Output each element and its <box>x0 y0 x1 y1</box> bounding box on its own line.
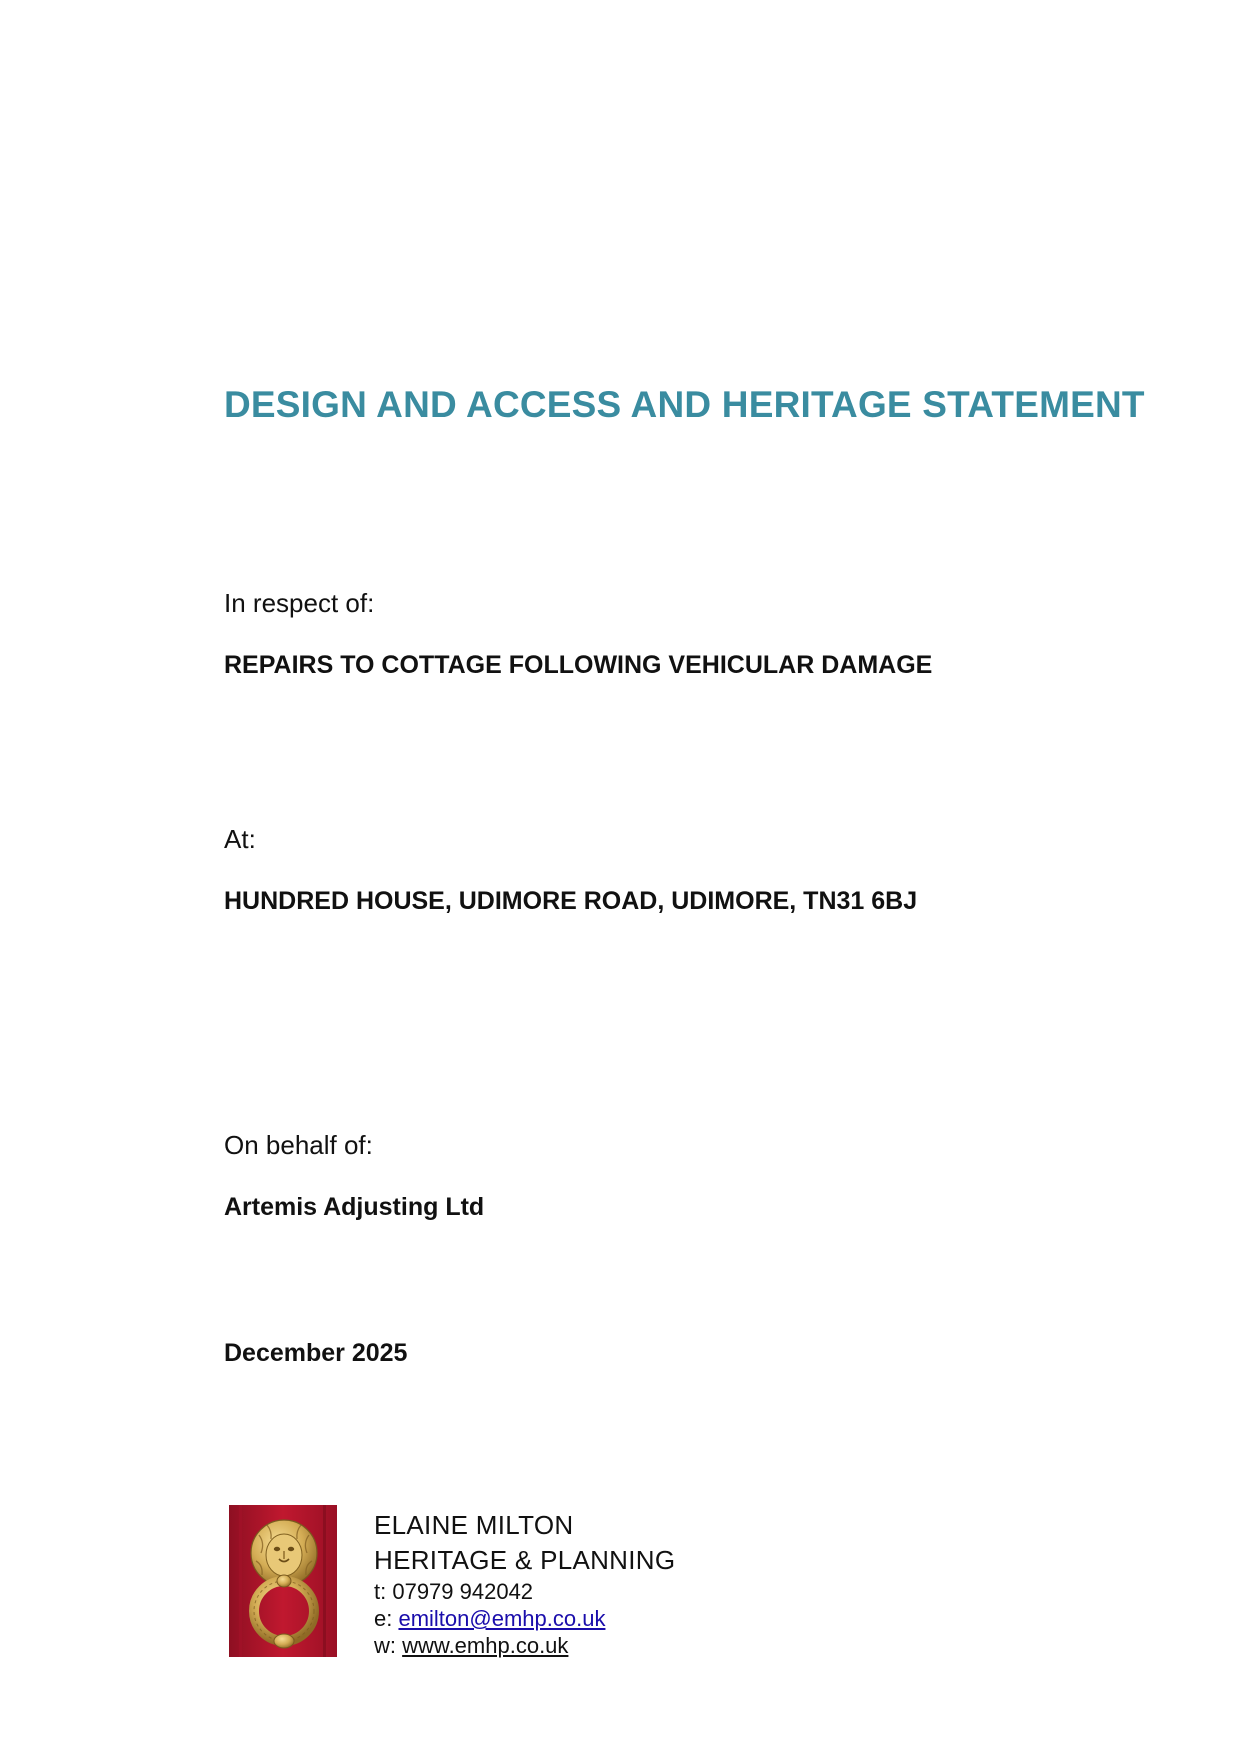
client-name: Artemis Adjusting Ltd <box>224 1193 485 1221</box>
email-line <box>374 1605 854 1632</box>
email-link[interactable]: emilton@emhp.co.uk <box>398 1606 606 1631</box>
works-description: REPAIRS TO COTTAGE FOLLOWING VEHICULAR DAMAGE <box>224 651 933 679</box>
document-title: DESIGN AND ACCESS AND HERITAGE STATEMENT <box>224 384 1145 425</box>
phone-number: 07979 942042 <box>392 1579 534 1604</box>
website-prefix: w: <box>374 1633 403 1658</box>
lion-door-knocker-icon <box>229 1505 337 1657</box>
email-prefix: e: <box>374 1606 399 1631</box>
site-address: HUNDRED HOUSE, UDIMORE ROAD, UDIMORE, TN31 6BJ <box>224 887 918 915</box>
phone-line <box>374 1578 854 1605</box>
website-line <box>374 1632 854 1659</box>
firm-details <box>374 1508 854 1659</box>
website-link[interactable]: www.emhp.co.uk <box>402 1633 569 1658</box>
on-behalf-of-label: On behalf of: <box>224 1130 373 1160</box>
phone-prefix: t: <box>374 1579 393 1604</box>
firm-name-line2: HERITAGE & PLANNING <box>374 1545 676 1575</box>
at-label: At: <box>224 824 256 854</box>
document-date: December 2025 <box>224 1339 408 1367</box>
in-respect-of-label: In respect of: <box>224 588 375 618</box>
firm-name-line1: ELAINE MILTON <box>374 1510 574 1540</box>
